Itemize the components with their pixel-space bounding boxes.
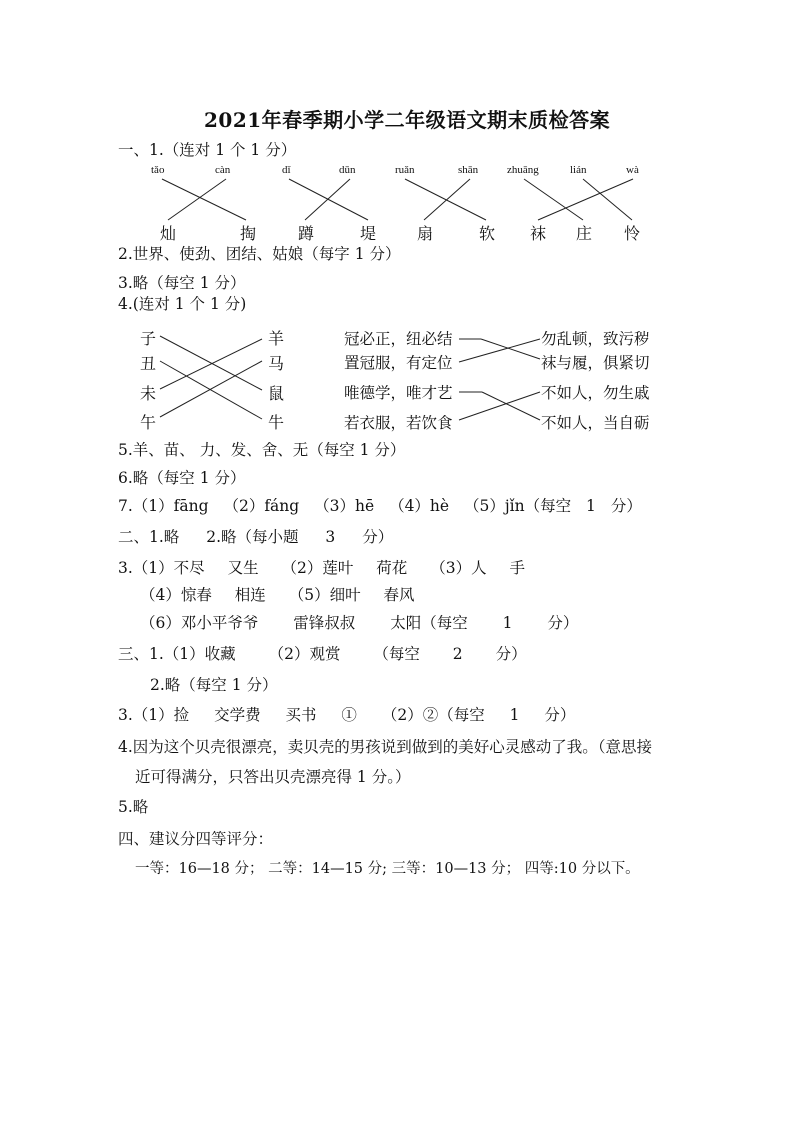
pinyin-6: zhuāng [507, 164, 539, 176]
match-line [459, 339, 540, 362]
pinyin-4: ruǎn [395, 164, 415, 176]
match-line [289, 179, 368, 220]
page-title: 2021年春季期小学二年级语文期末质检答案 [204, 108, 611, 132]
s1-q5: 5.羊、苗、 力、发、舍、无（每空 1 分） [118, 441, 406, 459]
s1-q7: 7.（1）fāng （2）fáng （3）hē （4）hè （5）jǐn（每空 1 分） [118, 497, 642, 515]
pinyin-2: dǐ [282, 164, 291, 176]
s2-line4: （6）邓小平爷爷 雷锋叔叔 太阳（每空 1 分） [140, 614, 579, 632]
zodiac-right-0: 羊 [268, 329, 285, 348]
match-line [459, 392, 540, 420]
char-0: 灿 [160, 224, 177, 243]
s2-line2: 3.（1）不尽 又生 （2）莲叶 荷花 （3）人 手 [118, 559, 526, 577]
s1-q2: 2.世界、使劲、团结、姑娘（每字 1 分） [118, 245, 401, 263]
char-3: 堤 [360, 224, 377, 243]
s3-line3: 3.（1）捡 交学费 买书 ① （2）②（每空 1 分） [118, 706, 576, 724]
s3-line2: 2.略（每空 1 分） [150, 676, 278, 694]
char-6: 袜 [530, 224, 547, 243]
match-line [583, 179, 632, 220]
s1-q6: 6.略（每空 1 分） [118, 469, 246, 487]
pinyin-0: tǎo [151, 164, 165, 176]
phrase-left-1: 置冠服，有定位 [344, 354, 453, 372]
s3-line6: 5.略 [118, 798, 149, 816]
phrase-right-2: 不如人，勿生戚 [541, 384, 650, 402]
s1-q4-header: 4.(连对 1 个 1 分) [118, 295, 247, 313]
match-line [424, 179, 470, 220]
match-line [168, 179, 226, 220]
zodiac-left-1: 丑 [140, 354, 157, 373]
pinyin-5: shān [458, 164, 479, 176]
s2-line1: 二、1.略 2.略（每小题 3 分） [118, 528, 394, 546]
s3-line1: 三、1.（1）收藏 （2）观赏 （每空 2 分） [118, 645, 527, 663]
pinyin-7: lián [570, 164, 587, 176]
zodiac-right-1: 马 [268, 354, 285, 373]
phrase-right-0: 勿乱顿，致污秽 [541, 330, 650, 348]
zodiac-right-3: 牛 [268, 413, 285, 432]
s3-line5: 近可得满分，只答出贝壳漂亮得 1 分。） [135, 768, 411, 786]
s2-line3: （4）惊春 相连 （5）细叶 春风 [140, 586, 415, 604]
match-line [305, 179, 350, 220]
match-line [482, 392, 540, 420]
zodiac-left-3: 午 [140, 413, 157, 432]
match-line [162, 179, 246, 220]
char-8: 怜 [624, 224, 641, 243]
char-1: 掏 [240, 224, 257, 243]
pinyin-8: wà [626, 164, 639, 176]
pinyin-1: càn [215, 164, 231, 176]
phrase-left-0: 冠必正，纽必结 [344, 330, 453, 348]
char-2: 蹲 [298, 224, 315, 243]
match-line [405, 179, 486, 220]
zodiac-left-0: 子 [140, 329, 157, 348]
match-line [538, 179, 633, 220]
char-4: 扇 [417, 224, 434, 243]
zodiac-right-2: 鼠 [268, 384, 285, 403]
s4-line2: 一等：16—18 分； 二等：14—15 分; 三等：10—13 分； 四等:10 分以下。 [135, 861, 640, 877]
phrase-left-3: 若衣服，若饮食 [344, 414, 453, 432]
char-5: 软 [479, 224, 496, 243]
s1-q3: 3.略（每空 1 分） [118, 274, 246, 292]
zodiac-left-2: 未 [140, 384, 157, 403]
phrase-right-1: 袜与履，俱紧切 [541, 354, 650, 372]
phrase-left-2: 唯德学，唯才艺 [344, 384, 453, 402]
pinyin-3: dūn [339, 164, 356, 176]
s4-line1: 四、建议分四等评分： [118, 830, 274, 848]
s1-q1-header: 一、1.（连对 1 个 1 分） [118, 141, 297, 159]
s3-line4: 4.因为这个贝壳很漂亮，卖贝壳的男孩说到做到的美好心灵感动了我。（意思接 [118, 738, 653, 756]
phrase-right-3: 不如人，当自砺 [541, 414, 650, 432]
char-7: 庄 [576, 224, 593, 243]
